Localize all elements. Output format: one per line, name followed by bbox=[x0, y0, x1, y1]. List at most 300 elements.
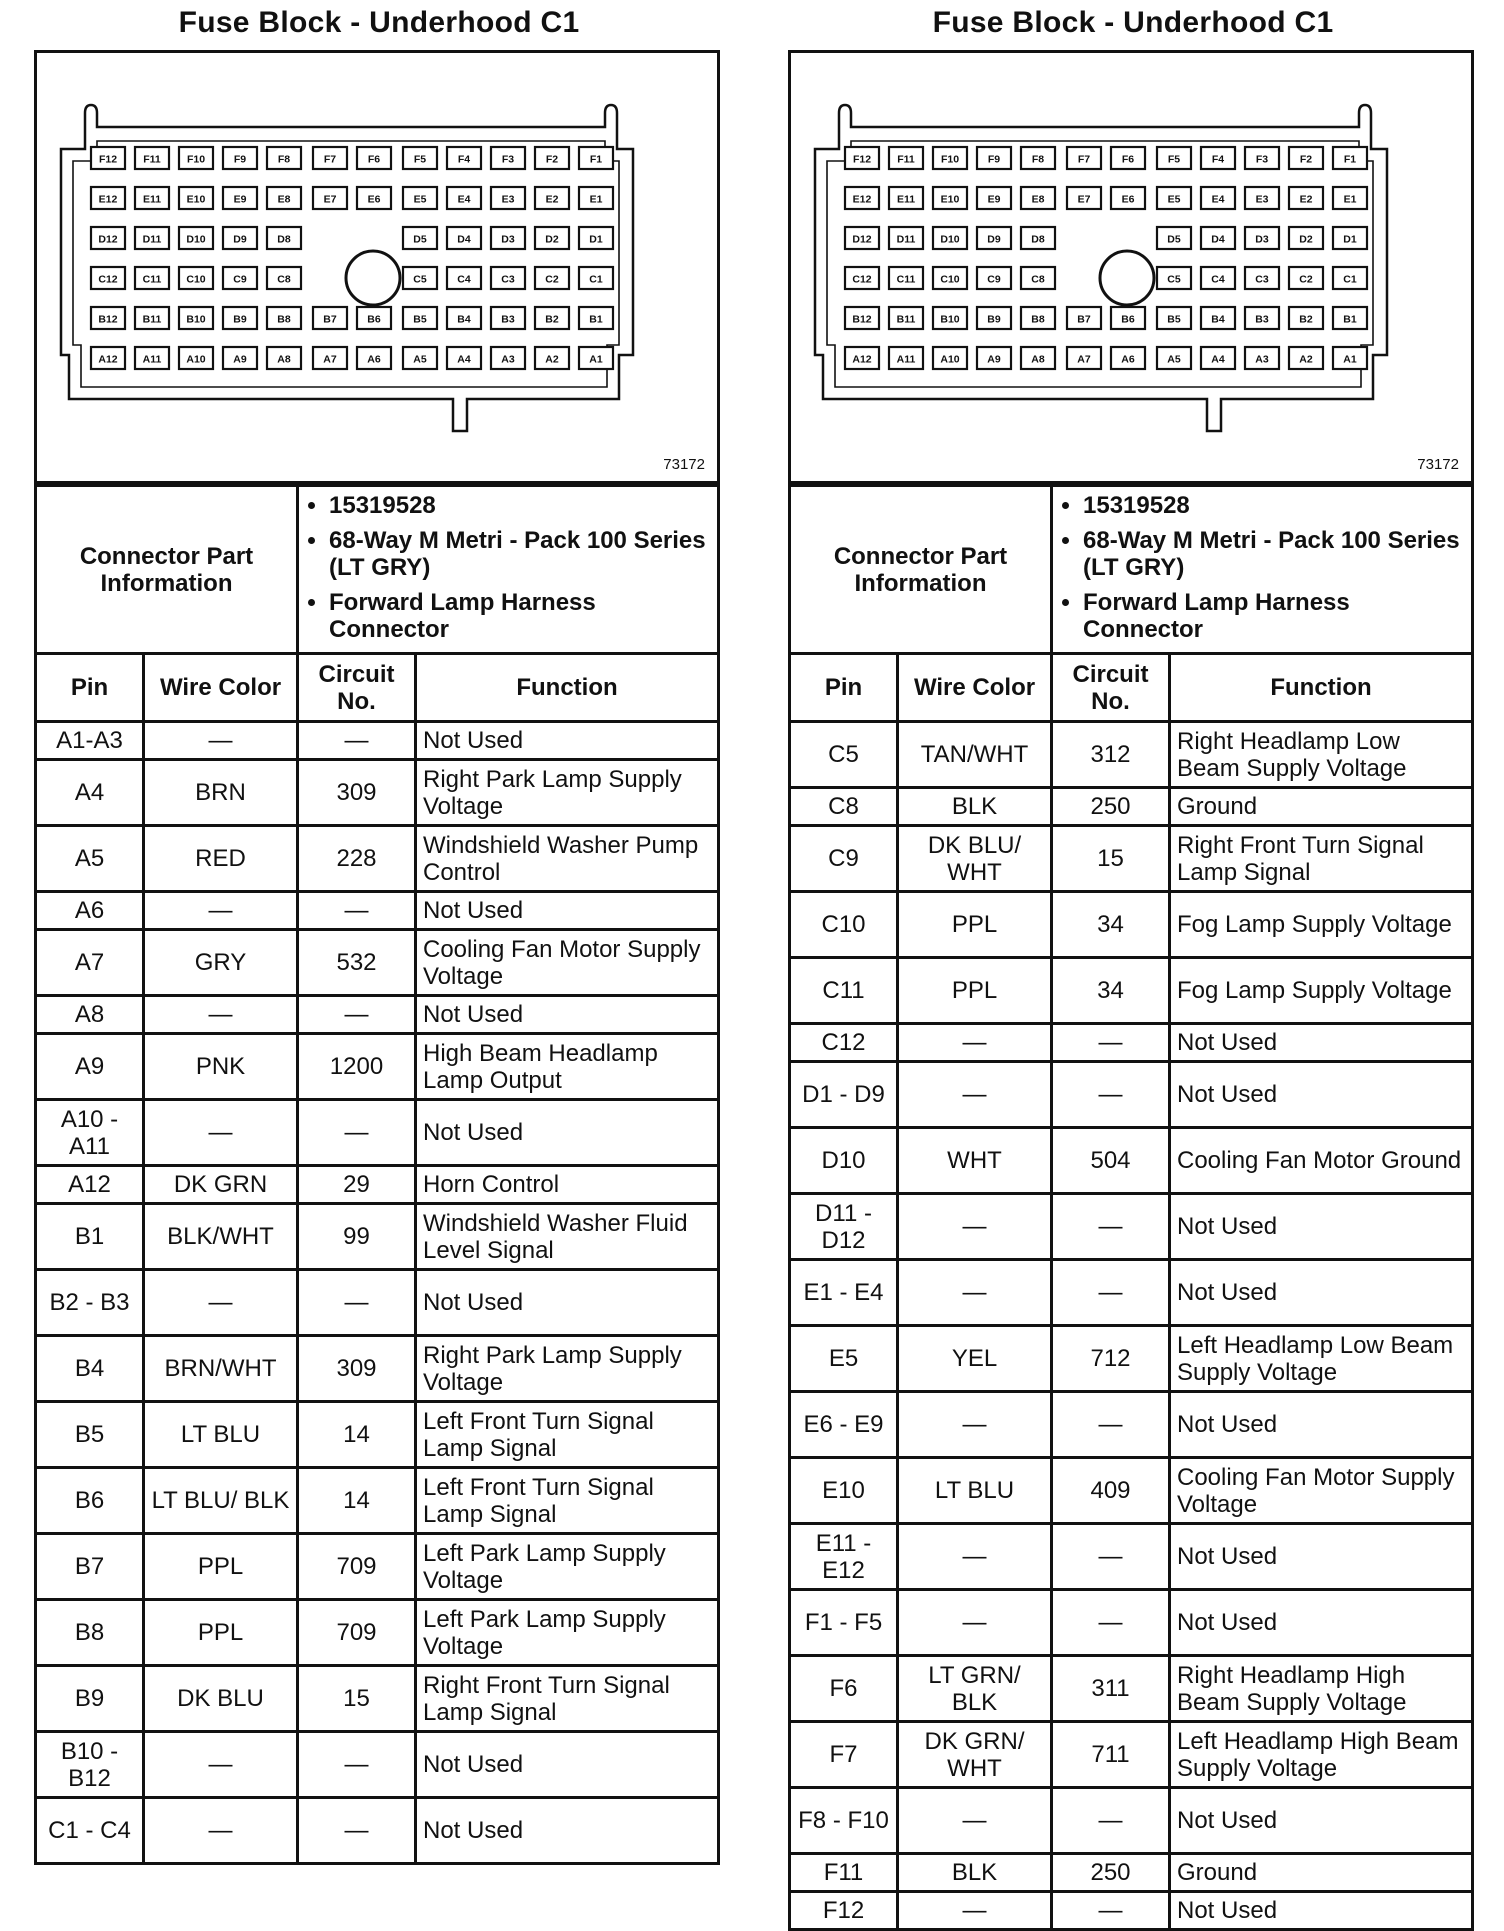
function-cell: High Beam Headlamp Lamp Output bbox=[416, 1034, 719, 1100]
pin-label: F6 bbox=[367, 153, 381, 166]
function-cell: Not Used bbox=[1170, 1788, 1473, 1854]
pin-cell: A5 bbox=[36, 826, 144, 892]
circuit-no-cell: 250 bbox=[1052, 1854, 1170, 1892]
function-cell: Not Used bbox=[1170, 1194, 1473, 1260]
wire-color-cell: — bbox=[144, 722, 298, 760]
table-row bbox=[36, 1600, 719, 1666]
wire-color-cell: — bbox=[898, 1524, 1052, 1590]
pin-label: B11 bbox=[142, 313, 162, 326]
circuit-no-cell: — bbox=[1052, 1194, 1170, 1260]
circuit-no-cell: — bbox=[1052, 1892, 1170, 1930]
pin-label: B4 bbox=[1211, 313, 1225, 326]
pin-label: F4 bbox=[457, 153, 471, 166]
pin-label: F5 bbox=[413, 153, 427, 166]
table-row bbox=[790, 1194, 1473, 1260]
pin-label: E7 bbox=[323, 193, 337, 206]
table-row bbox=[790, 1392, 1473, 1458]
circuit-no-cell: — bbox=[298, 892, 416, 930]
table-row bbox=[790, 788, 1473, 826]
pin-label: A7 bbox=[323, 353, 337, 366]
function-cell: Fog Lamp Supply Voltage bbox=[1170, 892, 1473, 958]
pin-label: D12 bbox=[852, 233, 872, 246]
connector-diagram bbox=[34, 50, 720, 484]
pin-label: F12 bbox=[98, 153, 118, 166]
pin-label: C2 bbox=[545, 273, 559, 286]
wire-color-cell: RED bbox=[144, 826, 298, 892]
circuit-no-cell: — bbox=[298, 996, 416, 1034]
pin-label: A1 bbox=[589, 353, 603, 366]
circuit-no-cell: — bbox=[298, 1798, 416, 1864]
pin-label: E12 bbox=[98, 193, 118, 206]
pin-label: B8 bbox=[277, 313, 291, 326]
function-cell: Fog Lamp Supply Voltage bbox=[1170, 958, 1473, 1024]
pin-label: A11 bbox=[142, 353, 162, 366]
function-cell: Right Park Lamp Supply Voltage bbox=[416, 1336, 719, 1402]
pinout-table bbox=[788, 484, 1474, 1931]
pin-cell: B1 bbox=[36, 1204, 144, 1270]
pin-label: E2 bbox=[1299, 193, 1313, 206]
pin-label: B5 bbox=[1167, 313, 1181, 326]
function-cell: Left Headlamp High Beam Supply Voltage bbox=[1170, 1722, 1473, 1788]
pin-cell: B4 bbox=[36, 1336, 144, 1402]
pin-label: E11 bbox=[142, 193, 162, 206]
table-row bbox=[790, 1128, 1473, 1194]
pin-label: B1 bbox=[589, 313, 603, 326]
table-row bbox=[36, 826, 719, 892]
pin-label: F2 bbox=[545, 153, 559, 166]
pin-label: B2 bbox=[545, 313, 559, 326]
function-cell: Horn Control bbox=[416, 1166, 719, 1204]
pin-label: B4 bbox=[457, 313, 471, 326]
table-row bbox=[36, 760, 719, 826]
pin-label: A9 bbox=[987, 353, 1001, 366]
pin-label: B3 bbox=[501, 313, 515, 326]
pin-label: D12 bbox=[98, 233, 118, 246]
pin-label: C11 bbox=[896, 273, 916, 286]
pin-cell: A12 bbox=[36, 1166, 144, 1204]
circuit-no-cell: 311 bbox=[1052, 1656, 1170, 1722]
pin-label: A5 bbox=[1167, 353, 1181, 366]
pin-label: C5 bbox=[1167, 273, 1181, 286]
table-row bbox=[790, 1062, 1473, 1128]
pin-label: D9 bbox=[987, 233, 1001, 246]
circuit-no-cell: 14 bbox=[298, 1468, 416, 1534]
pin-label: C12 bbox=[852, 273, 872, 286]
function-cell: Not Used bbox=[416, 1270, 719, 1336]
function-cell: Not Used bbox=[1170, 1524, 1473, 1590]
table-header-row bbox=[36, 654, 719, 722]
pin-label: C12 bbox=[98, 273, 118, 286]
pin-label: D5 bbox=[1167, 233, 1181, 246]
table-row bbox=[36, 1732, 719, 1798]
pin-label: D11 bbox=[896, 233, 916, 246]
pin-label: E4 bbox=[1211, 193, 1225, 206]
figure-number: 73172 bbox=[1417, 456, 1459, 473]
pin-label: B7 bbox=[1077, 313, 1091, 326]
pin-label: A6 bbox=[1121, 353, 1135, 366]
connector-diagram bbox=[788, 50, 1474, 484]
pin-label: A12 bbox=[98, 353, 118, 366]
pin-cell: A8 bbox=[36, 996, 144, 1034]
pin-label: F7 bbox=[1077, 153, 1091, 166]
pin-cell: B6 bbox=[36, 1468, 144, 1534]
function-cell: Cooling Fan Motor Supply Voltage bbox=[1170, 1458, 1473, 1524]
table-row bbox=[790, 1024, 1473, 1062]
circuit-no-cell: — bbox=[298, 722, 416, 760]
circuit-no-cell: 409 bbox=[1052, 1458, 1170, 1524]
pin-label: B6 bbox=[1121, 313, 1135, 326]
pin-label: C1 bbox=[1343, 273, 1357, 286]
pin-label: A8 bbox=[1031, 353, 1045, 366]
pin-label: B8 bbox=[1031, 313, 1045, 326]
circuit-no-cell: 504 bbox=[1052, 1128, 1170, 1194]
pin-label: B10 bbox=[940, 313, 960, 326]
polarization-key bbox=[346, 251, 400, 305]
wire-color-cell: — bbox=[898, 1392, 1052, 1458]
pin-label: F12 bbox=[852, 153, 872, 166]
pin-label: D4 bbox=[1211, 233, 1225, 246]
wire-color-cell: PPL bbox=[898, 958, 1052, 1024]
wire-color-cell: GRY bbox=[144, 930, 298, 996]
wire-color-cell: — bbox=[144, 1732, 298, 1798]
pin-cell: D1 - D9 bbox=[790, 1062, 898, 1128]
function-cell: Left Front Turn Signal Lamp Signal bbox=[416, 1402, 719, 1468]
function-cell: Not Used bbox=[416, 1732, 719, 1798]
pin-label: E1 bbox=[1343, 193, 1357, 206]
pin-label: C1 bbox=[589, 273, 603, 286]
pin-label: F10 bbox=[186, 153, 206, 166]
pin-label: A3 bbox=[501, 353, 515, 366]
pin-label: A11 bbox=[896, 353, 916, 366]
pin-label: A1 bbox=[1343, 353, 1357, 366]
function-cell: Ground bbox=[1170, 1854, 1473, 1892]
wire-color-cell: — bbox=[898, 1788, 1052, 1854]
function-cell: Not Used bbox=[1170, 1062, 1473, 1128]
pin-label: D4 bbox=[457, 233, 471, 246]
table-row bbox=[36, 930, 719, 996]
connector-type: • 68-Way M Metri - Pack 100 Series (LT GRY) bbox=[329, 527, 711, 581]
part-number: • 15319528 bbox=[1083, 492, 1465, 519]
panel-title: Fuse Block - Underhood C1 bbox=[178, 6, 580, 39]
header-pin: Pin bbox=[36, 654, 144, 722]
table-row bbox=[790, 1892, 1473, 1930]
pin-label: F4 bbox=[1211, 153, 1225, 166]
table-row bbox=[36, 1270, 719, 1336]
pin-cell: E6 - E9 bbox=[790, 1392, 898, 1458]
pin-label: C11 bbox=[142, 273, 162, 286]
wire-color-cell: PPL bbox=[898, 892, 1052, 958]
pin-cell: A4 bbox=[36, 760, 144, 826]
pin-label: F5 bbox=[1167, 153, 1181, 166]
pin-label: F11 bbox=[143, 153, 161, 166]
pin-label: F9 bbox=[987, 153, 1001, 166]
circuit-no-cell: 250 bbox=[1052, 788, 1170, 826]
pin-label: E6 bbox=[367, 193, 381, 206]
circuit-no-cell: 712 bbox=[1052, 1326, 1170, 1392]
connector-face-drawing bbox=[37, 53, 717, 481]
circuit-no-cell: — bbox=[1052, 1024, 1170, 1062]
pin-label: D1 bbox=[589, 233, 603, 246]
pin-label: F3 bbox=[501, 153, 515, 166]
circuit-no-cell: — bbox=[298, 1270, 416, 1336]
pin-label: B9 bbox=[987, 313, 1001, 326]
pin-cell: F12 bbox=[790, 1892, 898, 1930]
table-row bbox=[790, 722, 1473, 788]
pin-label: C3 bbox=[501, 273, 515, 286]
pin-label: B5 bbox=[413, 313, 427, 326]
table-row bbox=[36, 892, 719, 930]
wire-color-cell: TAN/WHT bbox=[898, 722, 1052, 788]
table-row bbox=[36, 996, 719, 1034]
pin-cell: F6 bbox=[790, 1656, 898, 1722]
circuit-no-cell: — bbox=[298, 1100, 416, 1166]
pin-cell: F1 - F5 bbox=[790, 1590, 898, 1656]
function-cell: Not Used bbox=[416, 1100, 719, 1166]
wire-color-cell: — bbox=[898, 1024, 1052, 1062]
pin-label: E8 bbox=[1031, 193, 1045, 206]
pin-cell: A1-A3 bbox=[36, 722, 144, 760]
pin-label: C4 bbox=[1211, 273, 1225, 286]
pin-label: B10 bbox=[186, 313, 206, 326]
pin-label: F3 bbox=[1255, 153, 1269, 166]
table-row bbox=[790, 1326, 1473, 1392]
pin-label: E11 bbox=[896, 193, 916, 206]
pin-label: E9 bbox=[987, 193, 1001, 206]
figure-number: 73172 bbox=[663, 456, 705, 473]
pin-label: F9 bbox=[233, 153, 247, 166]
header-circuit-no: Circuit No. bbox=[1052, 654, 1170, 722]
table-row bbox=[36, 1468, 719, 1534]
table-row bbox=[790, 1458, 1473, 1524]
table-row bbox=[790, 1260, 1473, 1326]
table-row bbox=[790, 826, 1473, 892]
function-cell: Ground bbox=[1170, 788, 1473, 826]
pin-cell: D10 bbox=[790, 1128, 898, 1194]
pin-cell: F8 - F10 bbox=[790, 1788, 898, 1854]
circuit-no-cell: 309 bbox=[298, 1336, 416, 1402]
circuit-no-cell: — bbox=[1052, 1260, 1170, 1326]
wire-color-cell: — bbox=[144, 1100, 298, 1166]
header-wire-color: Wire Color bbox=[144, 654, 298, 722]
pin-label: E1 bbox=[589, 193, 603, 206]
header-function: Function bbox=[1170, 654, 1473, 722]
function-cell: Cooling Fan Motor Supply Voltage bbox=[416, 930, 719, 996]
function-cell: Left Headlamp Low Beam Supply Voltage bbox=[1170, 1326, 1473, 1392]
pin-label: C3 bbox=[1255, 273, 1269, 286]
pin-label: D10 bbox=[940, 233, 960, 246]
pin-label: D2 bbox=[1299, 233, 1313, 246]
pin-cell: B2 - B3 bbox=[36, 1270, 144, 1336]
pin-cell: C10 bbox=[790, 892, 898, 958]
table-row bbox=[790, 1656, 1473, 1722]
wire-color-cell: — bbox=[898, 1260, 1052, 1326]
wire-color-cell: — bbox=[898, 1892, 1052, 1930]
function-cell: Left Park Lamp Supply Voltage bbox=[416, 1600, 719, 1666]
panel-title: Fuse Block - Underhood C1 bbox=[932, 6, 1334, 39]
wire-color-cell: — bbox=[898, 1194, 1052, 1260]
wire-color-cell: — bbox=[144, 1270, 298, 1336]
pin-label: E2 bbox=[545, 193, 559, 206]
pin-label: D1 bbox=[1343, 233, 1357, 246]
wire-color-cell: BLK bbox=[898, 1854, 1052, 1892]
pin-cell: A10 - A11 bbox=[36, 1100, 144, 1166]
table-row bbox=[36, 1034, 719, 1100]
pin-cell: A6 bbox=[36, 892, 144, 930]
pin-label: C10 bbox=[186, 273, 206, 286]
wire-color-cell: — bbox=[898, 1590, 1052, 1656]
pin-label: C4 bbox=[457, 273, 471, 286]
circuit-no-cell: 34 bbox=[1052, 958, 1170, 1024]
circuit-no-cell: 709 bbox=[298, 1534, 416, 1600]
wire-color-cell: — bbox=[144, 996, 298, 1034]
harness-name: • Forward Lamp Harness Connector bbox=[1083, 589, 1465, 643]
pin-cell: C5 bbox=[790, 722, 898, 788]
function-cell: Right Front Turn Signal Lamp Signal bbox=[416, 1666, 719, 1732]
wire-color-cell: — bbox=[144, 892, 298, 930]
circuit-no-cell: — bbox=[1052, 1590, 1170, 1656]
pin-label: A2 bbox=[545, 353, 559, 366]
connector-info-label: Connector Part Information bbox=[36, 486, 298, 654]
pin-label: E8 bbox=[277, 193, 291, 206]
wire-color-cell: LT BLU bbox=[144, 1402, 298, 1468]
circuit-no-cell: 15 bbox=[298, 1666, 416, 1732]
table-row bbox=[36, 1534, 719, 1600]
function-cell: Not Used bbox=[1170, 1024, 1473, 1062]
pin-label: B7 bbox=[323, 313, 337, 326]
function-cell: Windshield Washer Fluid Level Signal bbox=[416, 1204, 719, 1270]
wire-color-cell: YEL bbox=[898, 1326, 1052, 1392]
pin-label: C9 bbox=[233, 273, 247, 286]
function-cell: Right Park Lamp Supply Voltage bbox=[416, 760, 719, 826]
pin-label: E7 bbox=[1077, 193, 1091, 206]
header-circuit-no: Circuit No. bbox=[298, 654, 416, 722]
pin-label: E12 bbox=[852, 193, 872, 206]
table-row bbox=[36, 1166, 719, 1204]
circuit-no-cell: 15 bbox=[1052, 826, 1170, 892]
wire-color-cell: PPL bbox=[144, 1600, 298, 1666]
pin-label: E9 bbox=[233, 193, 247, 206]
pin-label: D10 bbox=[186, 233, 206, 246]
pin-cell: C9 bbox=[790, 826, 898, 892]
pin-label: F10 bbox=[940, 153, 960, 166]
table-row bbox=[36, 1100, 719, 1166]
pin-label: A2 bbox=[1299, 353, 1313, 366]
function-cell: Right Front Turn Signal Lamp Signal bbox=[1170, 826, 1473, 892]
wire-color-cell: WHT bbox=[898, 1128, 1052, 1194]
circuit-no-cell: 1200 bbox=[298, 1034, 416, 1100]
function-cell: Not Used bbox=[1170, 1392, 1473, 1458]
pin-label: D3 bbox=[1255, 233, 1269, 246]
pin-cell: B9 bbox=[36, 1666, 144, 1732]
pin-label: C2 bbox=[1299, 273, 1313, 286]
function-cell: Right Headlamp High Beam Supply Voltage bbox=[1170, 1656, 1473, 1722]
function-cell: Cooling Fan Motor Ground bbox=[1170, 1128, 1473, 1194]
header-function: Function bbox=[416, 654, 719, 722]
wire-color-cell: BLK bbox=[898, 788, 1052, 826]
circuit-no-cell: 309 bbox=[298, 760, 416, 826]
pin-label: B9 bbox=[233, 313, 247, 326]
pin-cell: B5 bbox=[36, 1402, 144, 1468]
pin-label: D9 bbox=[233, 233, 247, 246]
circuit-no-cell: — bbox=[1052, 1524, 1170, 1590]
circuit-no-cell: 312 bbox=[1052, 722, 1170, 788]
pin-cell: C8 bbox=[790, 788, 898, 826]
pin-label: C8 bbox=[1031, 273, 1045, 286]
wire-color-cell: DK GRN/ WHT bbox=[898, 1722, 1052, 1788]
table-row bbox=[36, 1336, 719, 1402]
pin-cell: C1 - C4 bbox=[36, 1798, 144, 1864]
pin-label: A12 bbox=[852, 353, 872, 366]
pin-label: A3 bbox=[1255, 353, 1269, 366]
function-cell: Not Used bbox=[416, 996, 719, 1034]
function-cell: Not Used bbox=[1170, 1892, 1473, 1930]
pin-cell: C11 bbox=[790, 958, 898, 1024]
circuit-no-cell: 34 bbox=[1052, 892, 1170, 958]
pin-cell: E1 - E4 bbox=[790, 1260, 898, 1326]
pin-label: A10 bbox=[186, 353, 206, 366]
pin-label: A9 bbox=[233, 353, 247, 366]
pin-label: D3 bbox=[501, 233, 515, 246]
pin-label: A4 bbox=[1211, 353, 1225, 366]
pin-label: E5 bbox=[1167, 193, 1181, 206]
wire-color-cell: — bbox=[144, 1798, 298, 1864]
pin-label: E4 bbox=[457, 193, 471, 206]
header-pin: Pin bbox=[790, 654, 898, 722]
function-cell: Left Park Lamp Supply Voltage bbox=[416, 1534, 719, 1600]
table-row bbox=[790, 1524, 1473, 1590]
wire-color-cell: BRN/WHT bbox=[144, 1336, 298, 1402]
pin-cell: A7 bbox=[36, 930, 144, 996]
wire-color-cell: DK BLU bbox=[144, 1666, 298, 1732]
pin-label: B11 bbox=[896, 313, 916, 326]
pin-cell: E10 bbox=[790, 1458, 898, 1524]
pin-label: E10 bbox=[940, 193, 960, 206]
wire-color-cell: BLK/WHT bbox=[144, 1204, 298, 1270]
pin-cell: D11 - D12 bbox=[790, 1194, 898, 1260]
connector-type: • 68-Way M Metri - Pack 100 Series (LT GRY) bbox=[1083, 527, 1465, 581]
connector-info-list bbox=[298, 486, 719, 654]
pin-cell: B8 bbox=[36, 1600, 144, 1666]
circuit-no-cell: — bbox=[1052, 1788, 1170, 1854]
circuit-no-cell: 14 bbox=[298, 1402, 416, 1468]
connector-info-label: Connector Part Information bbox=[790, 486, 1052, 654]
pin-label: E6 bbox=[1121, 193, 1135, 206]
pin-cell: E11 - E12 bbox=[790, 1524, 898, 1590]
function-cell: Not Used bbox=[1170, 1260, 1473, 1326]
circuit-no-cell: — bbox=[1052, 1062, 1170, 1128]
pin-label: B12 bbox=[852, 313, 872, 326]
pin-label: F1 bbox=[1343, 153, 1357, 166]
pin-cell: F7 bbox=[790, 1722, 898, 1788]
function-cell: Not Used bbox=[1170, 1590, 1473, 1656]
circuit-no-cell: 228 bbox=[298, 826, 416, 892]
table-row bbox=[36, 1402, 719, 1468]
pin-label: F6 bbox=[1121, 153, 1135, 166]
wire-color-cell: DK GRN bbox=[144, 1166, 298, 1204]
table-row bbox=[36, 1666, 719, 1732]
pin-label: F2 bbox=[1299, 153, 1313, 166]
circuit-no-cell: 29 bbox=[298, 1166, 416, 1204]
table-row bbox=[790, 958, 1473, 1024]
table-row bbox=[36, 1798, 719, 1864]
function-cell: Not Used bbox=[416, 1798, 719, 1864]
pin-label: F1 bbox=[589, 153, 603, 166]
pin-label: A7 bbox=[1077, 353, 1091, 366]
function-cell: Windshield Washer Pump Control bbox=[416, 826, 719, 892]
function-cell: Not Used bbox=[416, 722, 719, 760]
wire-color-cell: BRN bbox=[144, 760, 298, 826]
pin-label: D8 bbox=[1031, 233, 1045, 246]
